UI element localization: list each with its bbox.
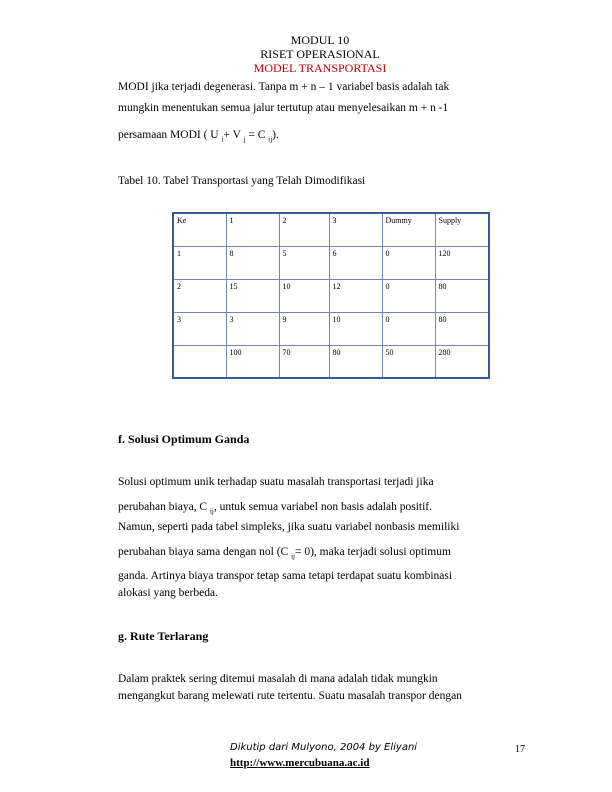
table-cell: 15 [226,279,279,312]
table-cell: 3 [329,213,382,246]
section-f-line-2: perubahan biaya, C $_{ij}$, untuk semua variabel non basis adalah positif. [118,501,432,516]
table-cell: 0 [382,312,435,345]
section-f-title: f. Solusi Optimum Ganda [118,432,250,446]
table-row [173,312,489,345]
table-cell: 120 [435,246,489,279]
table-cell: 80 [435,279,489,312]
table-cell: 10 [279,279,329,312]
section-f-line-1: Solusi optimum unik terhadap suatu masalah transportasi terjadi jika [118,476,434,488]
table-caption: Tabel 10. Tabel Transportasi yang Telah Dimodifikasi [118,175,366,187]
table-row [173,345,489,378]
table-row [173,279,489,312]
table-cell: 12 [329,279,382,312]
table-cell: 9 [279,312,329,345]
table-cell: 0 [382,279,435,312]
section-f-line-3: Namun, seperti pada tabel simpleks, jika suatu variabel nonbasis memiliki [118,521,460,533]
table-cell: 80 [329,345,382,378]
table-cell: Dummy [382,213,435,246]
header-modul: MODUL 10 [290,33,350,47]
table-cell: 5 [279,246,329,279]
table-cell [173,345,226,378]
table-cell: 8 [226,246,279,279]
table-cell: 10 [329,312,382,345]
table-row [173,246,489,279]
table-cell: 50 [382,345,435,378]
table-cell: 70 [279,345,329,378]
table-cell: 80 [435,312,489,345]
table-cell: 2 [279,213,329,246]
table-cell: 0 [382,246,435,279]
section-g-title: g. Rute Terlarang [118,629,209,643]
table-cell: Supply [435,213,489,246]
section-f-line-5: ganda. Artinya biaya transpor tetap sama tetapi terdapat suatu kombinasi [118,570,453,582]
header-course: RISET OPERASIONAL [260,47,380,61]
transport-table [172,212,490,379]
intro-line-1: MODI jika terjadi degenerasi. Tanpa m + n – 1 variabel basis adalah tak [118,81,450,93]
intro-line-3: persamaan MODI ( U $_i$+ V $_j$ = C $_{ij}$). [118,129,279,144]
intro-line-2: mungkin menentukan semua jalur tertutup atau menyelesaikan m + n -1 [118,102,449,114]
table-cell: Ke [173,213,226,246]
footer-credit: Dikutip dari Mulyono, 2004 by Eliyani [230,742,418,753]
table-cell: 280 [435,345,489,378]
table-cell: 1 [226,213,279,246]
table-cell: 6 [329,246,382,279]
table-cell: 3 [226,312,279,345]
table-cell: 2 [173,279,226,312]
header-chapter: MODEL TRANSPORTASI [253,61,387,75]
section-f-line-6: alokasi yang berbeda. [118,587,218,599]
table-row [173,213,489,246]
section-g-line-2: mengangkut barang melewati rute tertentu. Suatu masalah transpor dengan [118,690,462,702]
page-number: 17 [515,744,525,755]
table-cell: 100 [226,345,279,378]
table-cell: 3 [173,312,226,345]
section-f-line-4: perubahan biaya sama dengan nol (C $_{ij}$= 0), maka terjadi solusi optimum [118,546,451,561]
footer-link[interactable]: http://www.mercubuana.ac.id [230,757,370,769]
section-g-line-1: Dalam praktek sering ditemui masalah di mana adalah tidak mungkin [118,673,438,685]
table-cell: 1 [173,246,226,279]
